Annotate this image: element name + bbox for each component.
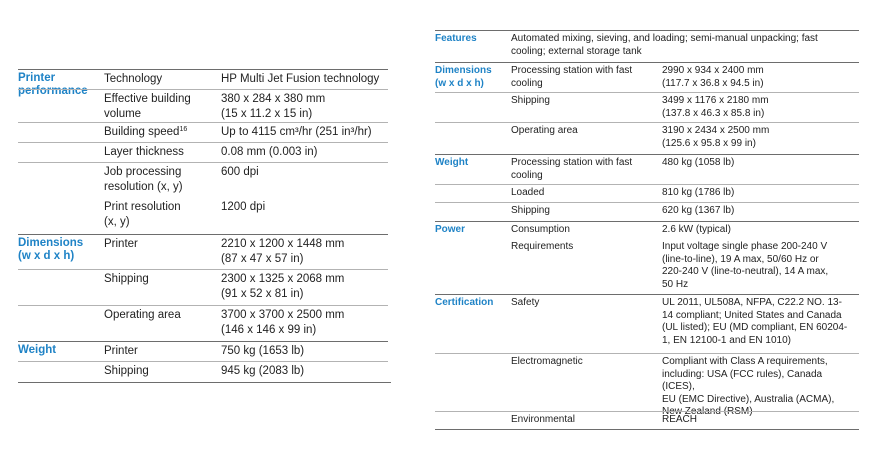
spec-row-station-weight bbox=[435, 155, 859, 184]
spec-label: Operating area bbox=[104, 309, 181, 321]
spec-row-safety bbox=[435, 295, 859, 353]
spec-row-printer-weight bbox=[18, 342, 388, 361]
spec-row-shipping-weight bbox=[18, 361, 388, 382]
spec-label: Loaded bbox=[511, 187, 545, 198]
spec-value: 600 dpi bbox=[221, 166, 259, 178]
section-title: Features bbox=[435, 33, 477, 44]
spec-value: 945 kg (2083 lb) bbox=[221, 365, 305, 377]
spec-row-layer-thickness bbox=[18, 142, 388, 162]
spec-label: Shipping bbox=[511, 95, 550, 106]
footnote-ref: 16 bbox=[179, 126, 188, 133]
spec-row-features bbox=[435, 31, 859, 62]
spec-value: 2210 x 1200 x 1448 mm (87 x 47 x 57 in) bbox=[221, 238, 345, 265]
spec-row-operating-area bbox=[435, 122, 859, 154]
spec-value: 3499 x 1176 x 2180 mm (137.8 x 46.3 x 85.8 in) bbox=[662, 95, 769, 119]
spec-label bbox=[104, 125, 219, 140]
spec-value: UL 2011, UL508A, NFPA, C22.2 NO. 13- 14 compliant; United States and Canada (UL listed); EU (MD compliant, EN 60204- 1, EN 12100-1 and EN 1010) bbox=[662, 297, 848, 346]
spec-label: Electromagnetic bbox=[511, 356, 583, 367]
spec-label: Operating area bbox=[511, 125, 578, 136]
table-bottom-rule bbox=[435, 429, 859, 430]
spec-label: Layer thickness bbox=[104, 146, 184, 158]
spec-value: 3190 x 2434 x 2500 mm (125.6 x 95.8 x 99 in) bbox=[662, 125, 770, 149]
spec-section-dimensions bbox=[18, 234, 388, 341]
spec-label: Shipping bbox=[511, 205, 550, 216]
spec-section-dimensions bbox=[435, 62, 859, 154]
spec-section-features bbox=[435, 30, 859, 62]
spec-row-consumption bbox=[435, 222, 859, 239]
spec-row-building-volume bbox=[18, 89, 388, 122]
spec-value: 2300 x 1325 x 2068 mm (91 x 52 x 81 in) bbox=[221, 273, 345, 300]
section-title: Dimensions (w x d x h) bbox=[18, 237, 84, 262]
spec-section-weight bbox=[435, 154, 859, 221]
spec-value: 810 kg (1786 lb) bbox=[662, 187, 735, 198]
spec-label: Print resolution (x, y) bbox=[104, 201, 181, 228]
section-title: Power bbox=[435, 224, 466, 235]
spec-row-shipping-dimensions bbox=[18, 269, 388, 305]
spec-value: 2990 x 934 x 2400 mm (117.7 x 36.8 x 94.5 in) bbox=[662, 65, 764, 89]
spec-value: 1200 dpi bbox=[221, 201, 266, 213]
spec-label: Shipping bbox=[104, 273, 149, 285]
spec-row-operating-area bbox=[18, 305, 388, 341]
spec-value: REACH bbox=[662, 414, 698, 425]
spec-label: Safety bbox=[511, 297, 540, 308]
spec-label: Processing station with fast cooling bbox=[511, 157, 633, 181]
spec-value: Input voltage single phase 200-240 V (line-to-line), 19 A max, 50/60 Hz or 220-240 V (line-to-neutral), 14 A max, 50 Hz bbox=[662, 241, 829, 290]
spec-row-shipping-dimensions bbox=[435, 92, 859, 122]
spec-value: 0.08 mm (0.003 in) bbox=[221, 146, 318, 158]
spec-section-printer-performance bbox=[18, 69, 388, 234]
section-title: Dimensions (w x d x h) bbox=[435, 65, 492, 89]
spec-row-shipping-weight bbox=[435, 202, 859, 221]
spec-label-text: Building speed bbox=[104, 126, 180, 138]
spec-section-power bbox=[435, 221, 859, 294]
spec-label: Technology bbox=[104, 73, 163, 85]
section-title: Weight bbox=[435, 157, 469, 168]
spec-label: Shipping bbox=[104, 365, 149, 377]
spec-label: Effective building volume bbox=[104, 93, 191, 120]
spec-value: 620 kg (1367 lb) bbox=[662, 205, 735, 216]
spec-row-print-resolution bbox=[18, 198, 388, 234]
section-title: Printer performance bbox=[18, 72, 88, 97]
section-title: Weight bbox=[18, 344, 57, 356]
spec-label: Requirements bbox=[511, 241, 574, 252]
spec-row-technology bbox=[18, 70, 388, 89]
spec-row-job-resolution bbox=[18, 162, 388, 198]
processing-station-specs-table bbox=[435, 30, 859, 430]
spec-row-station-dimensions bbox=[435, 63, 859, 92]
spec-value: 380 x 284 x 380 mm (15 x 11.2 x 15 in) bbox=[221, 93, 326, 120]
spec-row-loaded-weight bbox=[435, 184, 859, 202]
spec-value: HP Multi Jet Fusion technology bbox=[221, 73, 380, 85]
spec-row-requirements bbox=[435, 239, 859, 294]
spec-value: 3700 x 3700 x 2500 mm (146 x 146 x 99 in) bbox=[221, 309, 345, 336]
table-bottom-rule bbox=[18, 382, 391, 383]
spec-label: Job processing resolution (x, y) bbox=[104, 166, 183, 193]
spec-row-building-speed bbox=[18, 122, 388, 142]
spec-value: 480 kg (1058 lb) bbox=[662, 157, 735, 168]
spec-value: Up to 4115 cm³/hr (251 in³/hr) bbox=[221, 126, 372, 138]
spec-section-certification bbox=[435, 294, 859, 429]
section-title: Certification bbox=[435, 297, 494, 308]
spec-label: Environmental bbox=[511, 414, 575, 425]
spec-section-weight bbox=[18, 341, 388, 382]
spec-row-environmental bbox=[435, 411, 859, 429]
spec-value: 2.6 kW (typical) bbox=[662, 224, 731, 235]
spec-value: Automated mixing, sieving, and loading; semi-manual unpacking; fast cooling; external storage tank bbox=[511, 33, 818, 57]
spec-label: Printer bbox=[104, 345, 138, 357]
spec-value: 750 kg (1653 lb) bbox=[221, 345, 305, 357]
printer-specs-table bbox=[18, 69, 388, 383]
spec-row-printer-dimensions bbox=[18, 235, 388, 269]
spec-row-electromagnetic bbox=[435, 353, 859, 417]
spec-value: Compliant with Class A requirements, including: USA (FCC rules), Canada (ICES), EU (EMC Directive), Australia (ACMA), New Zealand (RSM) bbox=[662, 356, 835, 417]
spec-label: Printer bbox=[104, 238, 138, 250]
spec-label: Processing station with fast cooling bbox=[511, 65, 633, 89]
spec-label: Consumption bbox=[511, 224, 570, 235]
